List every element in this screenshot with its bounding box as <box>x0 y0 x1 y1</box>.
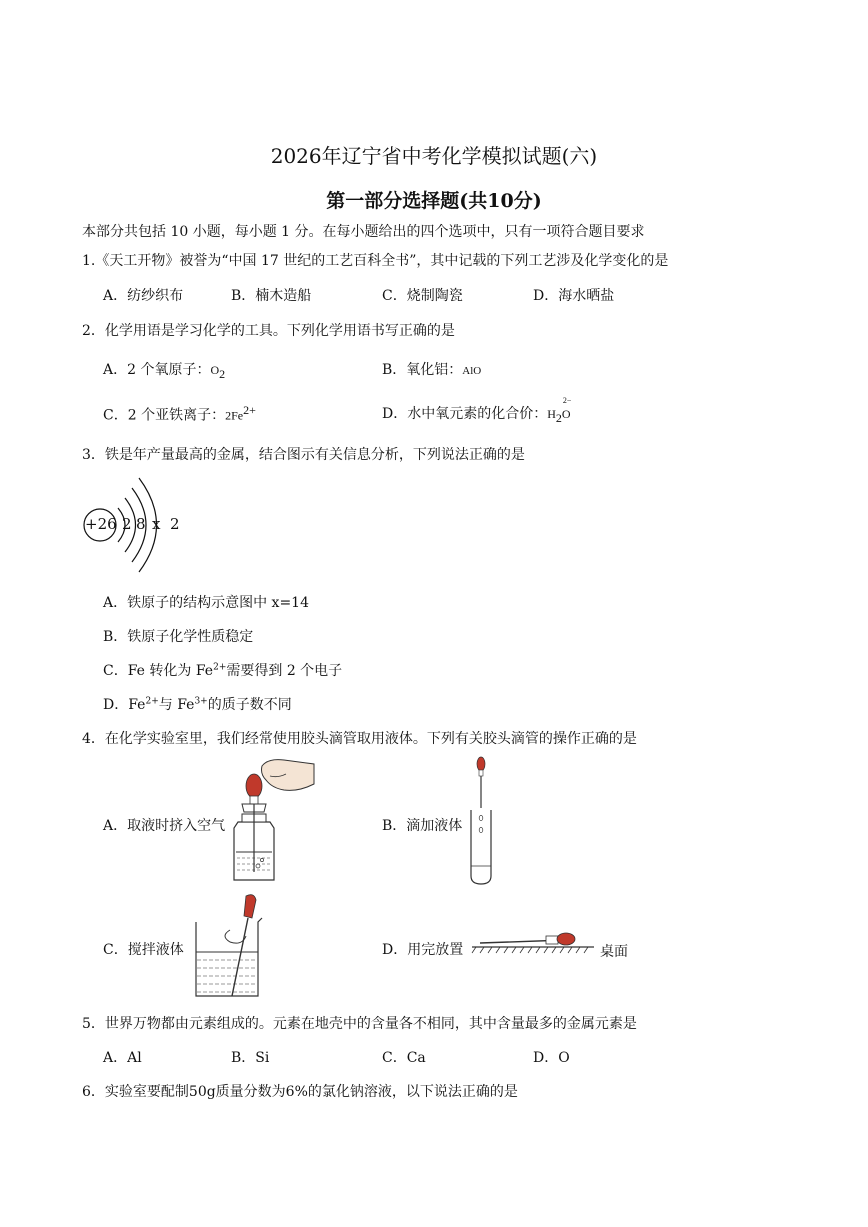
q3-option-b: B．铁原子化学性质稳定 <box>103 629 254 645</box>
q4-image-a-dropper-in-bottle <box>228 756 318 884</box>
question-6-stem: 6．实验室要配制50g质量分数为6%的氯化钠溶液，以下说法正确的是 <box>82 1084 518 1100</box>
question-3-stem: 3．铁是年产量最高的金属，结合图示有关信息分析，下列说法正确的是 <box>82 447 525 463</box>
q2-option-c-sup: 2+ <box>243 403 256 417</box>
q1-option-b: B．楠木造船 <box>231 288 312 304</box>
q2-option-d-valence: 2− <box>562 396 572 405</box>
q4-image-c-stirring-beaker <box>192 892 270 1002</box>
q2-option-c-formula: 2Fe <box>225 408 244 423</box>
q3-option-c-pre: C．Fe 转化为 Fe <box>103 663 214 679</box>
q5-option-a: A．Al <box>103 1050 142 1066</box>
question-2-stem: 2．化学用语是学习化学的工具。下列化学用语书写正确的是 <box>82 323 455 339</box>
q2-option-d-label: D．水中氧元素的化合价： <box>382 406 548 422</box>
q3-option-d-sup2: 3+ <box>194 696 208 707</box>
question-1-stem: 1.《天工开物》被誉为“中国 17 世纪的工艺百科全书”，其中记载的下列工艺涉及化学变化的是 <box>82 253 669 269</box>
nucleus-label: +26 <box>85 515 117 533</box>
dropper-bulb <box>246 774 262 798</box>
q2-option-a-sub: 2 <box>219 366 226 381</box>
page-title: 2026年辽宁省中考化学模拟试题(六) <box>270 144 598 168</box>
q2-option-a-formula: O <box>210 363 220 377</box>
shell-count-3: x <box>152 515 161 533</box>
q4-image-b-dropper-test-tube <box>466 756 496 886</box>
q5-option-c: C．Ca <box>382 1050 426 1066</box>
q3-option-d-mid: 与 Fe <box>158 697 195 713</box>
q2-option-c <box>103 403 256 425</box>
shell-count-4: 2 <box>170 515 180 533</box>
q1-option-c: C．烧制陶瓷 <box>382 288 463 304</box>
section-title: 第一部分选择题(共10分) <box>326 190 542 212</box>
q2-option-a-label: A．2 个氧原子： <box>103 362 211 378</box>
q2-option-d <box>382 396 572 426</box>
q2-option-d-o: O <box>561 407 571 421</box>
q3-option-d-pre: D．Fe <box>103 697 146 713</box>
hand-illustration <box>262 760 315 791</box>
q3-option-a: A．铁原子的结构示意图中 x=14 <box>103 595 310 611</box>
question-4-stem: 4．在化学实验室里，我们经常使用胶头滴管取用液体。下列有关胶头滴管的操作正确的是 <box>82 731 637 747</box>
desk-label: 桌面 <box>600 944 628 960</box>
q3-option-c-sup: 2+ <box>213 662 227 673</box>
q2-option-b-formula: AlO <box>462 365 482 377</box>
dropper-bulb <box>244 895 256 918</box>
q2-option-c-label: C．2 个亚铁离子： <box>103 407 226 424</box>
q1-option-a: A．纺纱织布 <box>103 288 184 304</box>
q1-option-d: D．海水晒盐 <box>533 288 615 304</box>
q3-option-d-post: 的质子数不同 <box>207 697 292 713</box>
q4-option-d: D．用完放置 <box>382 942 464 958</box>
q4-option-c: C．搅拌液体 <box>103 942 184 958</box>
q3-option-d <box>103 694 292 714</box>
shell-count-2: 8 <box>136 515 146 533</box>
test-tube <box>471 810 491 884</box>
q5-option-d: D．O <box>533 1050 570 1066</box>
q3-option-c <box>103 660 342 680</box>
q2-option-b <box>382 359 481 379</box>
q5-option-b: B．Si <box>231 1050 270 1066</box>
q4-option-a: A．取液时挤入空气 <box>103 818 226 834</box>
dropper-bulb <box>477 757 485 771</box>
q2-option-b-label: B．氧化铝： <box>382 362 463 378</box>
q2-option-d-sub: 2 <box>555 410 562 425</box>
q2-option-d-h: H <box>547 407 556 421</box>
q4-image-d-dropper-on-desk <box>470 926 600 956</box>
dropper-bulb <box>557 933 575 945</box>
question-5-stem: 5．世界万物都由元素组成的。元素在地壳中的含量各不相同，其中含量最多的金属元素是 <box>82 1016 637 1032</box>
q3-option-c-post: 需要得到 2 个电子 <box>226 663 343 679</box>
shell-count-1: 2 <box>122 515 132 533</box>
q2-option-a <box>103 359 225 382</box>
q3-option-d-sup1: 2+ <box>145 696 159 707</box>
q4-option-b: B．滴加液体 <box>382 818 463 834</box>
instructions: 本部分共包括 10 小题，每小题 1 分。在每小题给出的四个选项中，只有一项符合题目要求 <box>82 224 645 240</box>
